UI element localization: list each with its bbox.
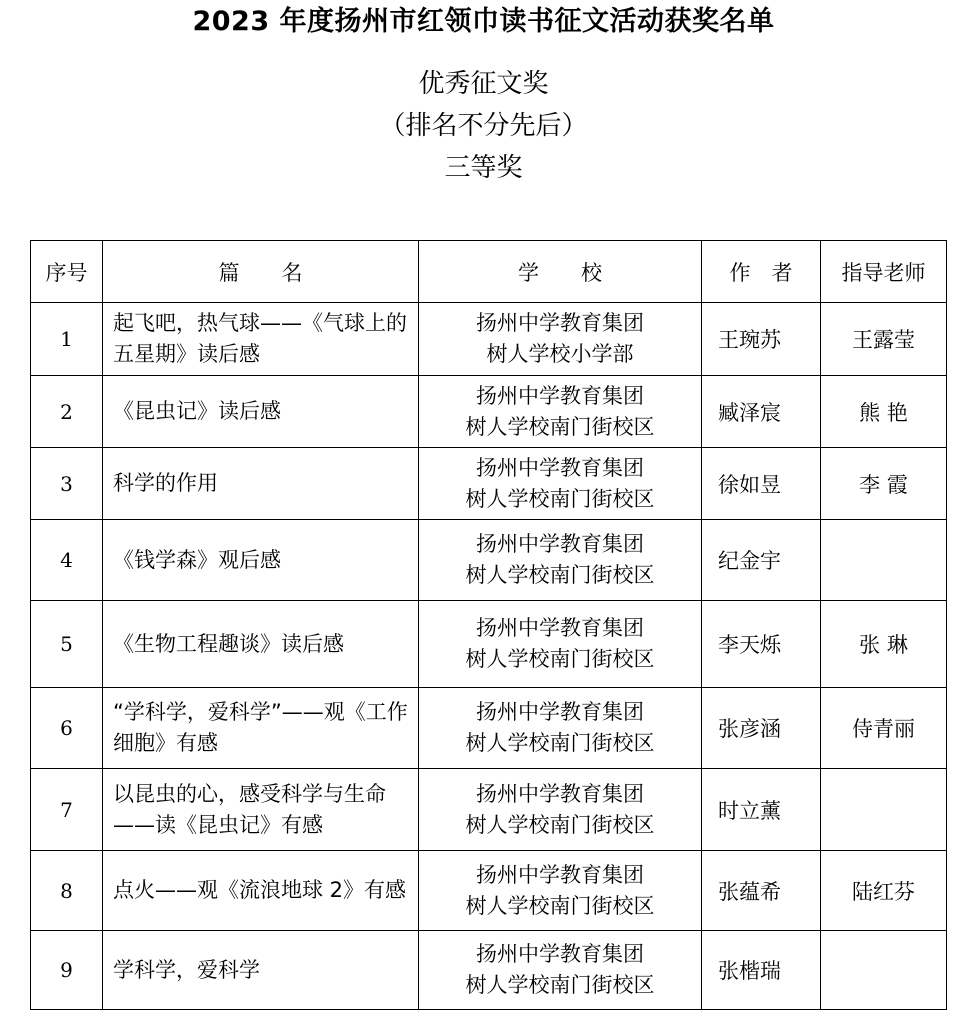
- school-line-2: 树人学校南门街校区: [465, 647, 655, 671]
- table-row: [31, 376, 947, 448]
- teacher: [821, 520, 947, 601]
- teacher: [821, 769, 947, 851]
- school-line-1: 扬州中学教育集团: [476, 455, 644, 480]
- school-line-1: 扬州中学教育集团: [476, 383, 644, 408]
- author: 纪金宇: [702, 520, 821, 601]
- table-row: [31, 303, 947, 376]
- school-line-2: 树人学校南门街校区: [465, 812, 655, 837]
- school-line-1: 扬州中学教育集团: [476, 862, 644, 887]
- header-number: 序号: [31, 241, 103, 303]
- author: 李天烁: [702, 601, 821, 688]
- essay-title: 科学的作用: [103, 448, 419, 520]
- teacher: 张 琳: [821, 601, 947, 688]
- teacher: [821, 931, 947, 1010]
- school-line-2: 树人学校南门街校区: [465, 893, 655, 918]
- school-line-1: 扬州中学教育集团: [476, 532, 644, 556]
- row-number: 3: [31, 448, 103, 520]
- author: 张彦涵: [702, 688, 821, 769]
- school-cell: [419, 303, 702, 376]
- school-cell: [419, 688, 702, 769]
- table-row: [31, 601, 947, 688]
- school-line-2: 树人学校小学部: [486, 342, 634, 366]
- school-cell: [419, 448, 702, 520]
- table-header-row: [31, 241, 947, 303]
- ranking-note: （排名不分先后）: [379, 111, 588, 141]
- row-number: 5: [31, 601, 103, 688]
- table-row: [31, 448, 947, 520]
- school-cell: [419, 851, 702, 931]
- author: 王琬苏: [702, 303, 821, 376]
- author: 张楷瑞: [702, 931, 821, 1010]
- essay-title: 学科学，爱科学: [103, 931, 419, 1010]
- essay-title: 《昆虫记》读后感: [103, 376, 419, 448]
- document-title: 2023 年度扬州市红领巾读书征文活动获奖名单: [192, 6, 775, 37]
- school-line-2: 树人学校南门街校区: [465, 486, 655, 511]
- award-level: 三等奖: [444, 153, 523, 183]
- author: 徐如昱: [702, 448, 821, 520]
- row-number: 6: [31, 688, 103, 769]
- school-line-2: 树人学校南门街校区: [465, 563, 655, 587]
- school-cell: [419, 601, 702, 688]
- teacher: 王露莹: [821, 303, 947, 376]
- essay-title: 《生物工程趣谈》读后感: [103, 601, 419, 688]
- teacher: 李 霞: [821, 448, 947, 520]
- school-cell: [419, 376, 702, 448]
- essay-title: 以昆虫的心，感受科学与生命——读《昆虫记》有感: [103, 769, 419, 851]
- header-teacher: 指导老师: [821, 241, 947, 303]
- school-cell: [419, 520, 702, 601]
- school-cell: [419, 931, 702, 1010]
- school-line-1: 扬州中学教育集团: [476, 700, 644, 724]
- essay-title: “学科学，爱科学”——观《工作细胞》有感: [103, 688, 419, 769]
- essay-title: 点火——观《流浪地球 2》有感: [103, 851, 419, 931]
- header-school: 学 校: [419, 241, 702, 303]
- school-line-2: 树人学校南门街校区: [465, 973, 655, 997]
- teacher: 侍青丽: [821, 688, 947, 769]
- table-row: [31, 931, 947, 1010]
- school-line-1: 扬州中学教育集团: [476, 942, 644, 966]
- row-number: 9: [31, 931, 103, 1010]
- school-line-1: 扬州中学教育集团: [476, 781, 644, 806]
- header-title: 篇 名: [103, 241, 419, 303]
- awards-table: [30, 240, 947, 1010]
- author: 臧泽宸: [702, 376, 821, 448]
- table-row: [31, 520, 947, 601]
- table-row: [31, 769, 947, 851]
- table-row: [31, 688, 947, 769]
- school-line-1: 扬州中学教育集团: [476, 311, 644, 335]
- essay-title: 《钱学森》观后感: [103, 520, 419, 601]
- row-number: 1: [31, 303, 103, 376]
- school-line-2: 树人学校南门街校区: [465, 414, 655, 439]
- row-number: 4: [31, 520, 103, 601]
- teacher: 熊 艳: [821, 376, 947, 448]
- award-category: 优秀征文奖: [418, 69, 549, 99]
- table-row: [31, 851, 947, 931]
- author: 时立薰: [702, 769, 821, 851]
- school-line-2: 树人学校南门街校区: [465, 731, 655, 755]
- essay-title: 起飞吧，热气球——《气球上的五星期》读后感: [103, 303, 419, 376]
- school-line-1: 扬州中学教育集团: [476, 616, 644, 640]
- row-number: 2: [31, 376, 103, 448]
- school-cell: [419, 769, 702, 851]
- teacher: 陆红芬: [821, 851, 947, 931]
- author: 张蕴希: [702, 851, 821, 931]
- header-author: 作 者: [702, 241, 821, 303]
- row-number: 8: [31, 851, 103, 931]
- row-number: 7: [31, 769, 103, 851]
